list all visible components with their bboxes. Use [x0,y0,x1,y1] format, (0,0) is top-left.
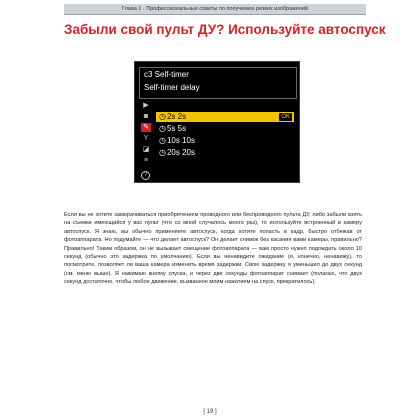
timer-icon: ◷ [159,136,166,145]
wrench-icon[interactable]: Y [143,135,149,142]
option-2s[interactable] [156,112,294,122]
pencil-icon[interactable]: ✎ [141,123,151,132]
option-10s[interactable] [156,136,294,146]
camera-icon[interactable]: ◙ [143,113,149,120]
play-icon[interactable]: ▶ [143,102,149,109]
option-label: 10s 10s [166,136,196,145]
retouch-icon[interactable]: ◪ [142,146,150,153]
page-number: [ 19 ] [203,409,217,415]
timer-icon: ◷ [159,124,166,133]
body-paragraph: Если вы не хотите заморачиваться приобретением проводного или беспроводного пульта ДУ, либо забыли взять на съемки имеющийся у вас пульт (что со мной случалось много раз), то используйте встроенный в камеру автоспуск. Я знаю, вы обычно применяете автоспуск, когда хотите попасть в кадр, быстро отбежав от фотоаппарата. Но подумайте — что делает автоспуск? Он делает снимок без касания вами камеры, правильно? Правильно! Таким образом, он не вызывает смещение фотоаппарата — вам просто нужно подождать около 10 секунд (обычно это задержка по умолчанию). Если вы ненавидите ожидание (я, конечно, ненавижу), то посмотрите, позволяет ли ваша камера изменить время задержки. Свою задержку я уменьшил до двух секунд (см. меню выше). Я нажимаю кнопку спуска, и через две секунды фотоаппарат снимает (полагаю, что двух секунд достаточно, чтобы любое движение, вызванное моим нажатием на спуск, прекратилось). [64,212,362,286]
option-5s[interactable] [156,124,294,134]
option-label: 20s 20s [166,148,196,157]
list-icon[interactable]: ≡ [143,157,149,164]
menu-subtitle: Self-timer delay [144,83,200,92]
menu-header [139,67,297,99]
timer-icon: ◷ [159,148,166,157]
option-label: 5s 5s [166,124,187,133]
option-20s[interactable] [156,148,294,158]
option-label: 2s 2s [166,112,187,121]
menu-side-tabs [140,101,152,181]
camera-menu-screen [134,61,300,183]
ok-badge: OK [281,114,290,120]
section-title: Забыли свой пульт ДУ? Используйте автоспуск [64,22,386,37]
help-icon[interactable]: ? [141,171,150,180]
menu-code: c3 Self-timer [144,70,189,79]
chapter-header: Глава 1 · Профессиональные советы по получению резких изображений [64,4,366,15]
timer-icon: ◷ [159,112,166,121]
